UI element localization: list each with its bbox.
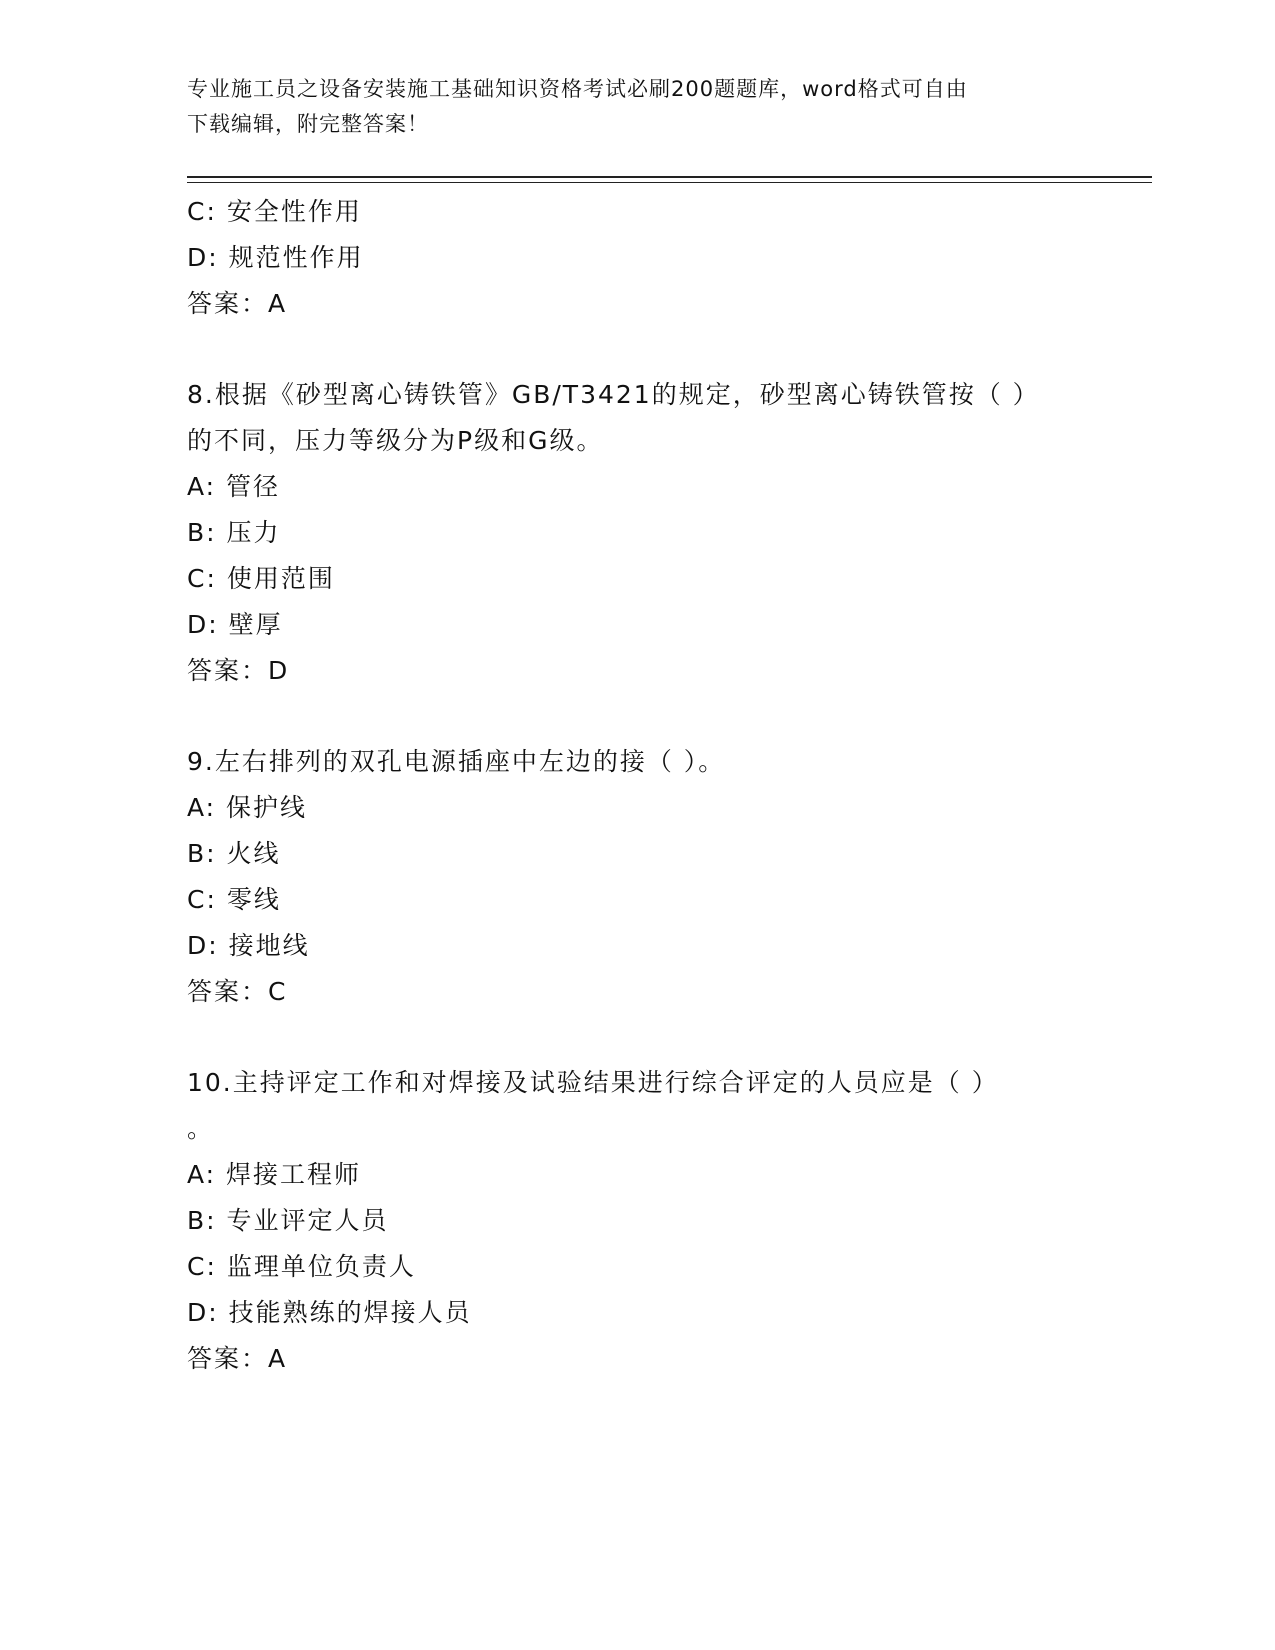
question-stem-line1: 10.主持评定工作和对焊接及试验结果进行综合评定的人员应是（ ） — [187, 1068, 999, 1097]
answer-label: 答案：C — [187, 977, 288, 1006]
question-10 — [187, 1060, 1087, 1382]
spacer — [187, 694, 1087, 739]
header-divider-thick — [187, 176, 1152, 178]
option-d: D: 规范性作用 — [187, 243, 364, 272]
header-title-line1: 专业施工员之设备安装施工基础知识资格考试必刷200题题库，word格式可自由 — [187, 77, 968, 101]
question-stem-line2: 的不同，压力等级分为P级和G级。 — [187, 426, 604, 455]
option-d: D: 接地线 — [187, 931, 310, 960]
header-title-line2: 下载编辑，附完整答案！ — [187, 112, 429, 136]
option-a: A: 焊接工程师 — [187, 1160, 362, 1189]
option-b: B: 压力 — [187, 518, 281, 547]
answer-label: 答案：D — [187, 656, 290, 685]
document-header — [187, 72, 1067, 142]
spacer — [187, 327, 1087, 372]
option-c: C: 零线 — [187, 885, 281, 914]
option-c: C: 使用范围 — [187, 564, 335, 593]
answer-label: 答案：A — [187, 289, 288, 318]
option-a: A: 管径 — [187, 472, 281, 501]
spacer — [187, 1015, 1087, 1060]
option-d: D: 技能熟练的焊接人员 — [187, 1298, 472, 1327]
header-divider-thin — [187, 182, 1152, 183]
question-8 — [187, 372, 1087, 694]
question-list — [187, 189, 1087, 1382]
question-stem-line1: 8.根据《砂型离心铸铁管》GB/T3421的规定，砂型离心铸铁管按（ ） — [187, 380, 1040, 409]
option-c: C: 安全性作用 — [187, 197, 362, 226]
answer-label: 答案：A — [187, 1344, 288, 1373]
question-9 — [187, 739, 1087, 1015]
question-7-tail — [187, 189, 1087, 327]
option-d: D: 壁厚 — [187, 610, 283, 639]
option-c: C: 监理单位负责人 — [187, 1252, 416, 1281]
option-b: B: 火线 — [187, 839, 281, 868]
option-b: B: 专业评定人员 — [187, 1206, 389, 1235]
option-a: A: 保护线 — [187, 793, 308, 822]
question-stem-line2: 。 — [187, 1114, 215, 1143]
question-stem-line1: 9.左右排列的双孔电源插座中左边的接（ ）。 — [187, 747, 726, 776]
